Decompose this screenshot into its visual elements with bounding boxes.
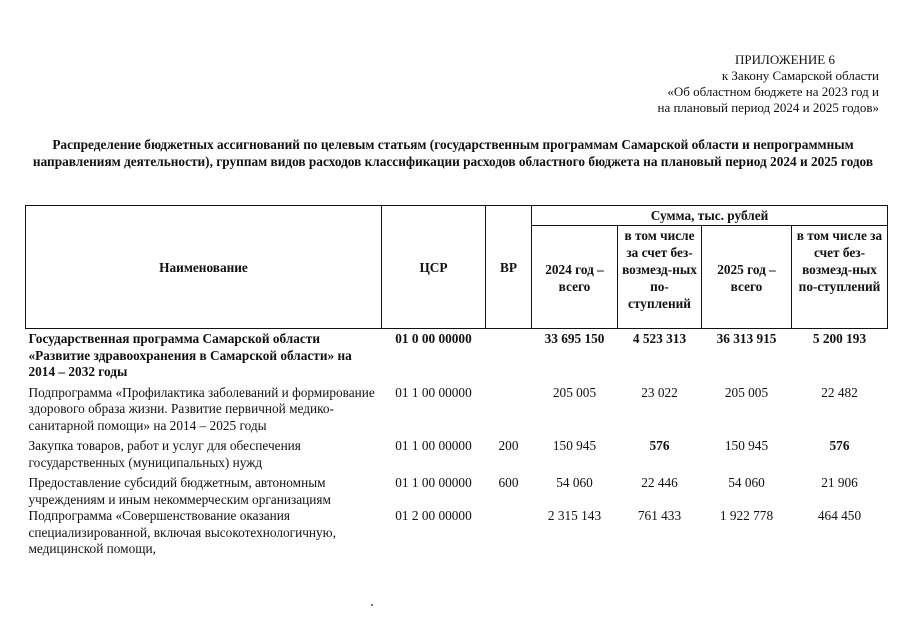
row-2025-free: 576 [829,438,850,453]
header-name: Наименование [26,206,382,329]
header-2024-free: в том числе за счет без-возмезд-ных по-ступлений [618,226,702,329]
row-2025-free: 5 200 193 [812,331,867,346]
row-vr [486,329,532,385]
row-vr [486,508,532,558]
header-vr: ВР [486,206,532,329]
appendix-title: ПРИЛОЖЕНИЕ 6 [735,52,835,67]
header-csr: ЦСР [382,206,486,329]
appendix-law: к Закону Самарской области [721,68,879,83]
appendix-law-period: на плановый период 2024 и 2025 годов» [657,100,879,115]
header-2025-total: 2025 год – всего [702,226,792,329]
table-row [26,508,888,558]
row-csr: 01 1 00 00000 [395,384,472,400]
row-csr: 01 1 00 00000 [395,438,472,453]
row-vr: 200 [498,438,519,453]
row-name: Государственная программа Самарской области «Развитие здравоохранения в Самарской области» на 2014 – 2032 годы [28,331,352,379]
row-2025-total: 36 313 915 [716,331,777,346]
document-title: Распределение бюджетных ассигнований по целевым статьям (государственным программам Самарской области и непрограммным направлениям деятельности), группам видов расходов классификации расходов областного бюджета на плановый период 2024 и 2025 годов [32,137,874,169]
row-2025-free: 22 482 [821,384,858,400]
table-row [26,438,888,475]
appendix-law-name: «Об областном бюджете на 2023 год и [667,84,879,99]
row-2024-free: 576 [649,438,670,453]
row-2024-total: 2 315 143 [547,508,602,523]
row-vr: 600 [498,475,519,490]
row-2025-total: 205 005 [724,384,769,400]
appendix-block [559,52,879,116]
budget-table [25,205,888,558]
row-2024-total: 33 695 150 [544,331,605,346]
row-csr: 01 0 00 00000 [395,331,472,346]
row-name: Подпрограмма «Совершенствование оказания специализированной, включая высокотехнологичную, медицинской помощи, [28,508,336,556]
row-name: Предоставление субсидий бюджетным, автономным учреждениям и иным некоммерческим организациям [28,475,331,507]
row-2025-free: 21 906 [821,475,858,490]
row-2025-total: 150 945 [724,438,769,453]
row-vr [486,385,532,439]
header-2024-total: 2024 год – всего [532,226,618,329]
header-sum: Сумма, тыс. рублей [532,206,888,226]
scan-speck [371,604,373,606]
row-csr: 01 2 00 00000 [395,508,472,523]
table-row [26,329,888,385]
table-row [26,475,888,508]
row-2025-total: 54 060 [728,475,765,490]
header-2025-free: в том числе за счет без-возмезд-ных по-ступлений [792,226,888,329]
row-csr: 01 1 00 00000 [395,475,472,490]
row-name: Подпрограмма «Профилактика заболеваний и формирование здорового образа жизни. Развитие первичной медико-санитарной помощи» на 2014 – 2025 годы [28,384,375,433]
row-2024-free: 23 022 [641,384,678,400]
budget-table-body [26,329,888,558]
row-2024-free: 4 523 313 [632,331,687,346]
row-2024-free: 22 446 [641,475,678,490]
row-2024-free: 761 433 [637,508,682,523]
row-2025-free: 464 450 [817,508,862,523]
row-2025-total: 1 922 778 [719,508,774,523]
table-row [26,385,888,439]
row-name: Закупка товаров, работ и услуг для обеспечения государственных (муниципальных) нужд [28,438,301,470]
row-2024-total: 205 005 [552,384,597,400]
row-2024-total: 54 060 [556,475,593,490]
row-2024-total: 150 945 [552,438,597,453]
